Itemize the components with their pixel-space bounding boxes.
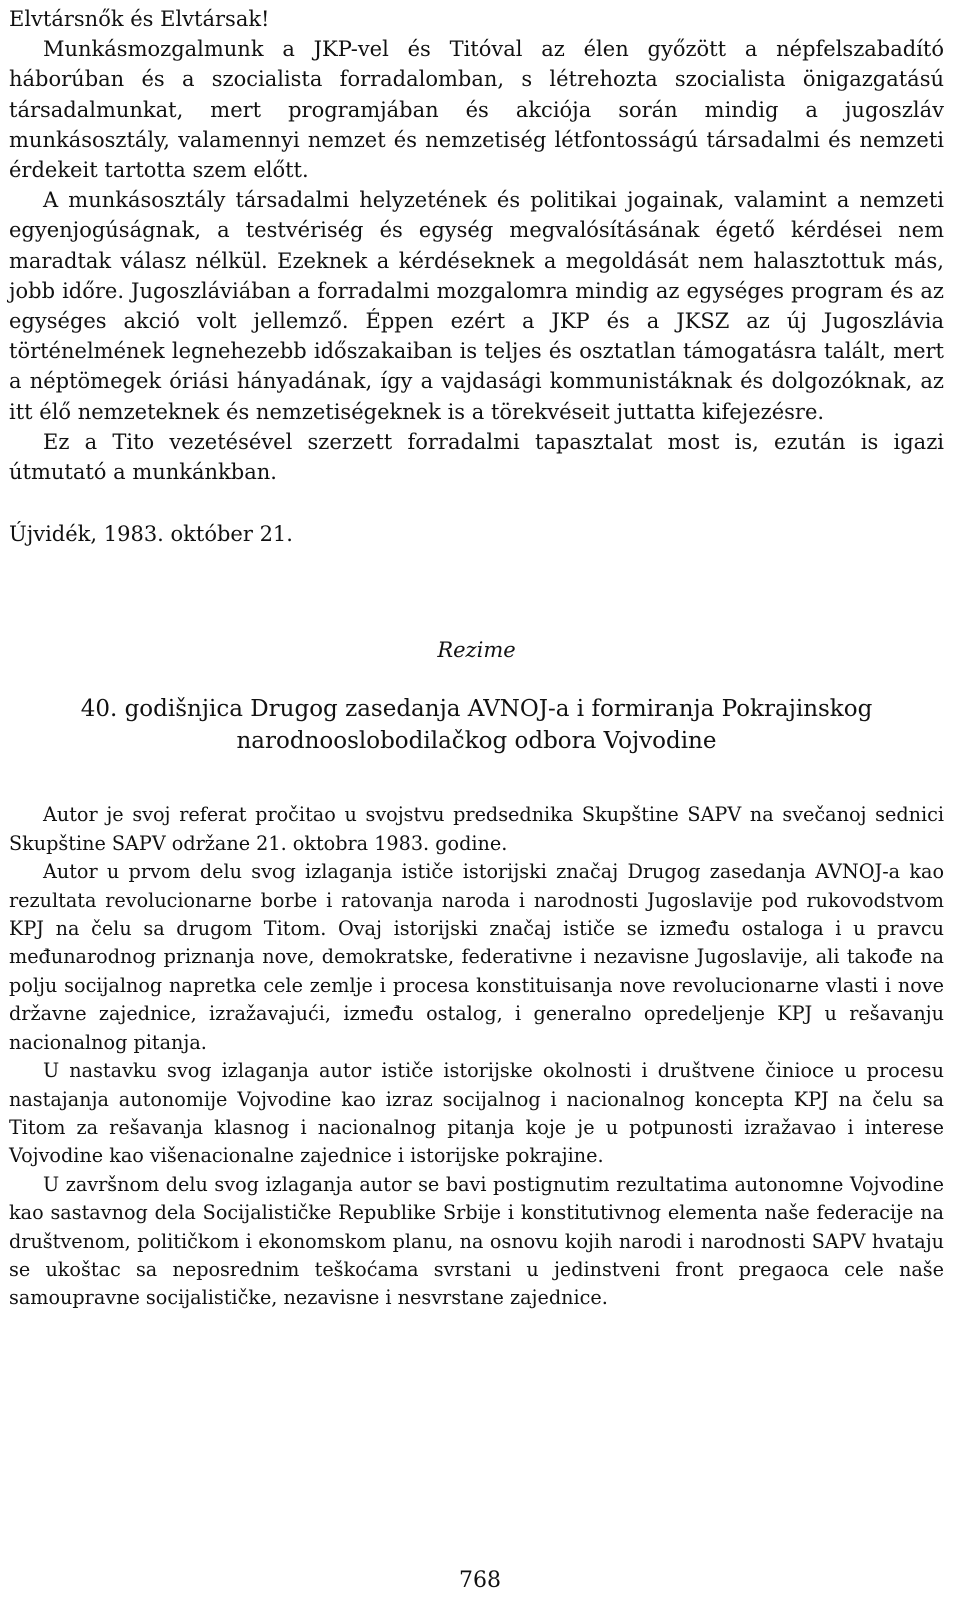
body-paragraph: Ez a Tito vezetésével szerzett forradalmi tapasztalat most is, ezután is igazi útmutató a munkánkban. (9, 429, 944, 485)
summary-paragraph: Autor u prvom delu svog izlaganja ističe istorijski značaj Drugog zasedanja AVNOJ-a kao rezultata revolucionarne borbe i ratovanja naroda i narodnosti Jugoslavije pod rukovodstvom KPJ na čelu sa drugom Titom. Ovaj istorijski značaj ističe se između ostaloga i u pravcu međunarodnog priznanja nove, demokratske, federativne i nezavisne Jugoslavije, ali takođe na polju socijalnog napretka cele zemlje i procesa konstituisanja nove revolucionarne vlasti i nove državne zajednice, izražavajući, između ostalog, i generalno opredeljenje KPJ u rešavanju nacionalnog pitanja. (9, 860, 944, 1054)
body-paragraph: Munkásmozgalmunk a JKP-vel és Titóval az élen győzött a népfelszabadító háborúban és a szocialista forradalomban, s létrehozta szocialista önigazgatású társadalmunkat, mert programjában és akciója során mindig a jugoszláv munkásosztály, valamennyi nemzet és nemzetiség létfontosságú társadalmi és nemzeti érdekeit tartotta szem előtt. (9, 37, 944, 183)
body-paragraph: A munkásosztály társadalmi helyzetének és politikai jogainak, valamint a nemzeti egyenjogúságnak, a testvériség és egység megvalósításának égető kérdései nem maradtak válasz nélkül. Ezeknek a kérdéseknek a megoldását nem halasztottuk más, jobb időre. Jugoszláviában a forradalmi mozgalomra mindig az egységes program és az egységes akció volt jellemző. Éppen ezért a JKP és a JKSZ az új Jugoszlávia történelmének legnehezebb időszakaiban is teljes és osztatlan támogatásra talált, mert a néptömegek óriási hányadának, így a vajdasági kommunistáknak és dolgozóknak, az itt élő nemzeteknek és nemzetiségeknek is a törekvéseit juttatta kifejezésre. (9, 188, 944, 424)
hungarian-section (9, 4, 944, 549)
summary-title: Rezime (437, 638, 516, 663)
document-page (9, 0, 944, 1313)
summary-heading-line: 40. godišnjica Drugog zasedanja AVNOJ-a i formiranja Pokrajinskog (80, 696, 873, 723)
summary-paragraph: U završnom delu svog izlaganja autor se bavi postignutim rezultatima autonomne Vojvodine kao sastavnog dela Socijalističke Republike Srbije i konstitutivnog elementa naše federacije na društvenom, političkom i ekonomskom planu, na osnovu kojih narodi i narodnosti SAPV hvataju se ukoštac sa neposrednim teškoćama svrstani u jedinstveni front pregaoca cele naše samoupravne socijalističke, nezavisne i nesvrstane zajednice. (9, 1172, 944, 1310)
salutation: Elvtársnők és Elvtársak! (9, 7, 270, 31)
page-number: 768 (459, 1568, 501, 1593)
summary-heading (9, 693, 944, 757)
place-date-signoff: Újvidék, 1983. október 21. (9, 522, 293, 547)
summary-paragraph: Autor je svoj referat pročitao u svojstvu predsednika Skupštine SAPV na svečanoj sednici Skupštine SAPV održane 21. oktobra 1983. godine. (9, 803, 944, 855)
summary-section (9, 801, 944, 1312)
summary-paragraph: U nastavku svog izlaganja autor ističe istorijske okolnosti i društvene činioce u procesu nastajanja autonomije Vojvodine kao izraz socijalnog i nacionalnog koncepta KPJ na čelu sa Titom za rešavanja klasnog i nacionalnog pitanja koje je u potpunosti izražavao i interese Vojvodine kao višenacionalne zajednice i istorijske pokrajine. (9, 1059, 944, 1168)
summary-heading-line: narodnooslobodilačkog odbora Vojvodine (236, 728, 717, 755)
